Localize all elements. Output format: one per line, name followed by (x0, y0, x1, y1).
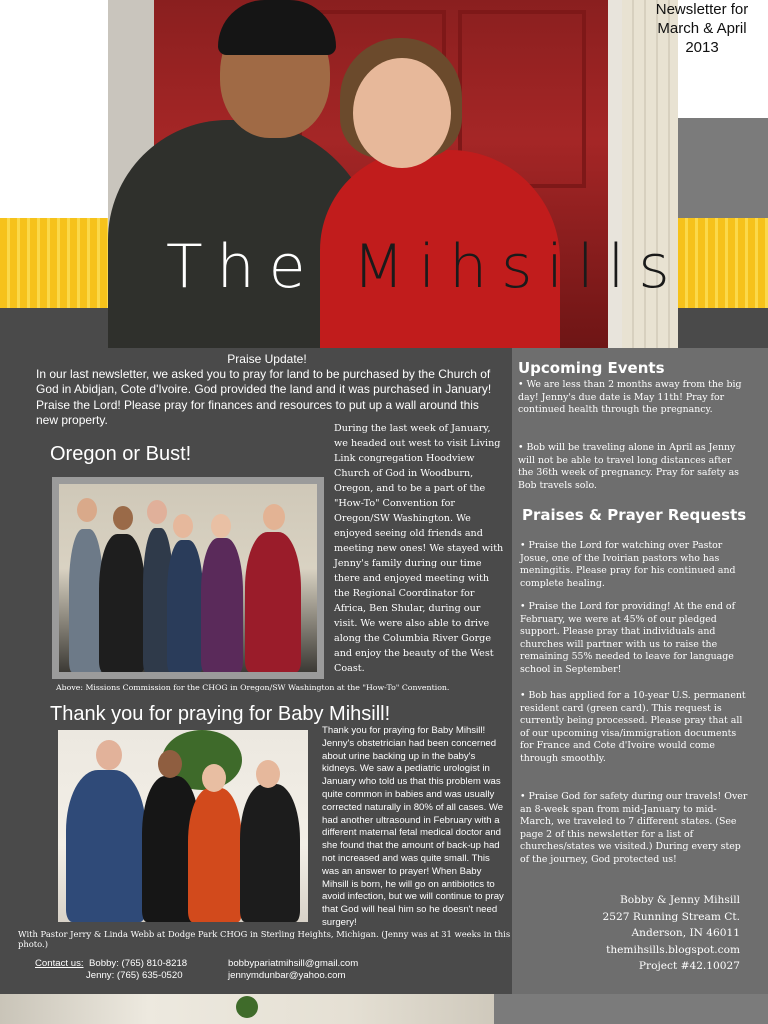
oregon-photo-caption: Above: Missions Commission for the CHOG in Oregon/SW Washington at the "How-To" Convention. (56, 683, 450, 692)
newsletter-date: Newsletter for March & April 2013 (655, 1, 749, 56)
contact-label: Contact us: (35, 958, 84, 969)
newsletter-title (166, 232, 686, 302)
decorative-stripe-right (678, 218, 768, 308)
baby-photo-caption: With Pastor Jerry & Linda Webb at Dodge Park CHOG in Sterling Heights, Michigan. (Jenny was at 31 weeks in this photo.) (18, 929, 511, 949)
events-item-1: • We are less than 2 months away from the big day! Jenny's due date is May 11th! Pray for continued health through the pregnancy. (518, 379, 742, 415)
contact-jenny-phone: Jenny: (765) 635-0520 (86, 970, 183, 981)
address-blog[interactable]: themihsills.blogspot.com (606, 943, 740, 956)
address-name: Bobby & Jenny Mihsill (619, 894, 740, 906)
title-the: The (166, 232, 353, 302)
praise-update-heading: Praise Update! (227, 352, 307, 366)
mailing-address (560, 892, 740, 975)
baby-group-photo (58, 730, 308, 922)
address-city: Anderson, IN 46011 (631, 927, 740, 939)
events-item-2: • Bob will be traveling alone in April as Jenny will not be able to travel long distances after the 36th week of pregnancy. Pray for safety as Bob travels solo. (518, 442, 739, 491)
address-project: Project #42.10027 (638, 960, 740, 972)
prayer-heading: Praises & Prayer Requests (522, 506, 747, 524)
prayer-item-3: • Bob has applied for a 10-year U.S. permanent resident card (green card). This request is currently being processed. Please pray that all of our upcoming visa/immigration documents for France and Cote d'Ivoire would come through smoothly. (520, 690, 746, 764)
baby-heading: Thank you for praying for Baby Mihsill! (50, 703, 391, 725)
decorative-stripe-left (0, 218, 108, 308)
bottom-plant-graphic (236, 996, 258, 1018)
title-mihsills: Mihsills (352, 232, 684, 302)
events-heading: Upcoming Events (518, 359, 665, 377)
oregon-group-photo (52, 477, 324, 679)
contact-email-jenny[interactable]: jennymdunbar@yahoo.com (228, 970, 346, 981)
prayer-item-2: • Praise the Lord for providing! At the end of February, we were at 45% of our pledged support. Please pray that individuals and churches will partner with us to raise the remaining 55% needed to leave for language school in September! (520, 601, 736, 675)
baby-body: Thank you for praying for Baby Mihsill! Jenny's obstetrician had been concerned about urine backing up in the baby's kidneys. We saw a pediatric urologist in January who told us that this problem was quite common in babies and was usually corrected naturally in 80% of all cases. We had another ultrasound in February with a different maternal fetal medical doctor and she found that the amount of back-up had not increased and was quite small. This was an answer to prayer! When Baby Mihsill is born, he will go on antibiotics to avoid infection, but we will continue to pray that God will heal him so he doesn't need surgery! (322, 725, 504, 928)
decorative-block-right (678, 118, 768, 218)
prayer-item-1: • Praise the Lord for watching over Pastor Josue, one of the Ivoirian pastors who has meningitis. Please pray for his continued and complete healing. (520, 540, 736, 589)
address-street: 2527 Running Stream Ct. (602, 910, 740, 923)
oregon-body: During the last week of January, we headed out west to visit Living Link congregation Hoodview Church of God in Woodburn, Oregon, and to be a part of the "How-To" Convention for Oregon/SW Washington. We enjoyed seeing old friends and meeting new ones! We stayed with Jenny's family during our time there and enjoyed meeting with the Regional Coordinator for Africa, Ben Shular, during our visit. We were also able to drive along the Columbia River Gorge and enjoy the beauty of the West Coast. (334, 423, 504, 674)
oregon-heading: Oregon or Bust! (50, 443, 192, 465)
prayer-item-4: • Praise God for safety during our travels! Over an 8-week span from mid-January to mid-March, we traveled to 7 different states. (See page 2 of this newsletter for a list of churches/states we visited.) During every step of the journey, God protected us! (520, 791, 748, 865)
contact-email-bobby[interactable]: bobbypariatmihsill@gmail.com (228, 958, 359, 969)
bottom-gray-block (494, 994, 768, 1024)
contact-bobby-phone: Bobby: (765) 810-8218 (89, 958, 188, 969)
praise-update-body: In our last newsletter, we asked you to pray for land to be purchased by the Church of God in Abidjan, Cote d'Ivoire. God provided the land and it was purchased in January! Praise the Lord! Please pray for finances and resources to put up a wall around this new property. (36, 367, 492, 427)
